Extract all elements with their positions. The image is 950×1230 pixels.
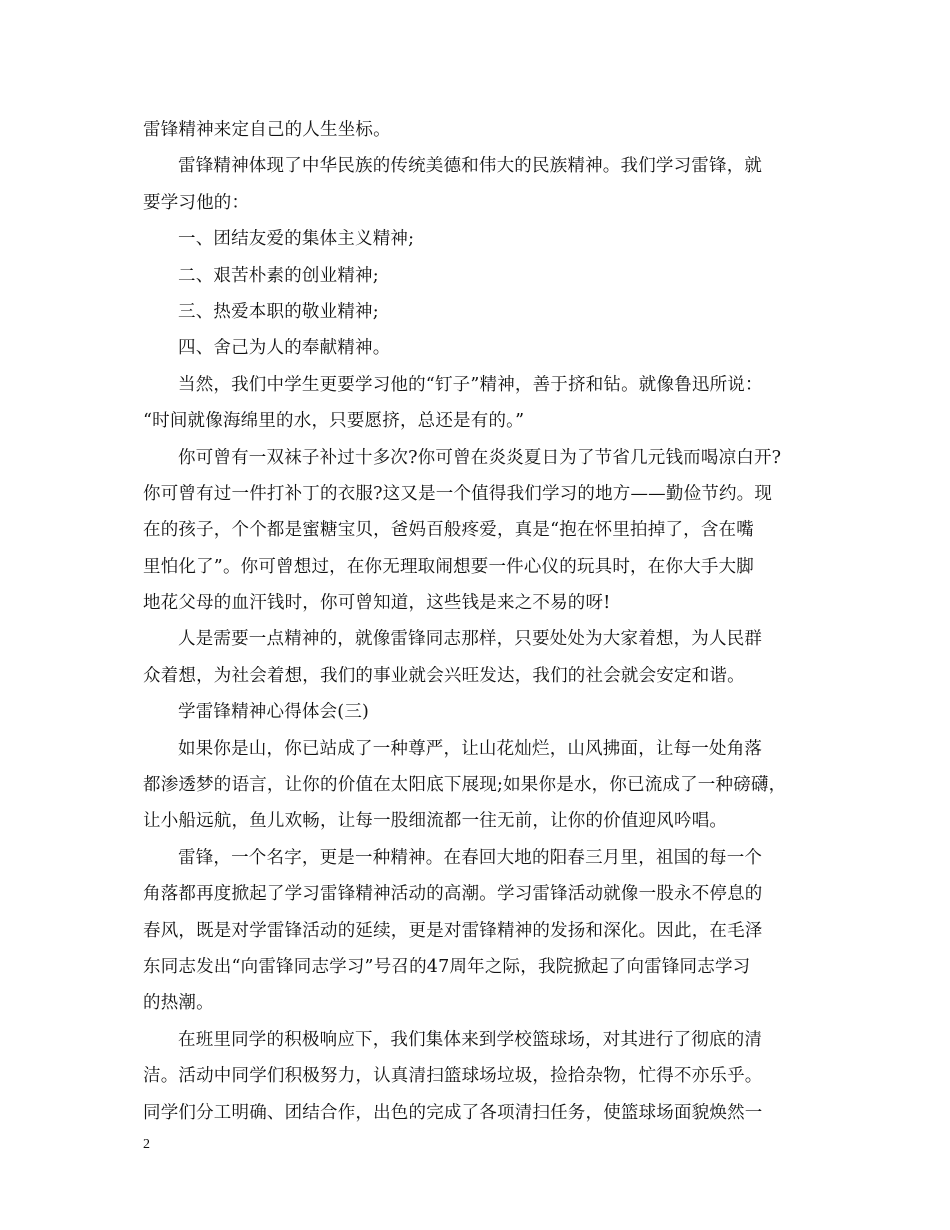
text-line: 让小船远航，鱼儿欢畅，让每一股细流都一往无前，让你的价值迎风吟唱。 [143, 811, 728, 832]
list-item: 二、艰苦朴素的创业精神; [178, 265, 379, 286]
text-line: 角落都再度掀起了学习雷锋精神活动的高潮。学习雷锋活动就像一股永不停息的 [143, 884, 763, 905]
list-item: 一、团结友爱的集体主义精神; [178, 229, 415, 250]
page-number: 2 [143, 1137, 150, 1152]
text-line: 里怕化了”。你可曾想过，在你无理取闹想要一件心仪的玩具时，在你大手大脚 [143, 556, 754, 577]
text-line: 要学习他的： [143, 192, 250, 213]
text-line: 雷锋精神来定自己的人生坐标。 [143, 120, 391, 140]
text-line: 春风，既是对学雷锋活动的延续，更是对雷锋精神的发扬和深化。因此，在毛泽 [143, 920, 763, 941]
text-line: 同学们分工明确、团结合作，出色的完成了各项清扫任务，使篮球场面貌焕然一 [143, 1102, 763, 1123]
text-line: 在的孩子，个个都是蜜糖宝贝，爸妈百般疼爱，真是“抱在怀里拍掉了，含在嘴 [143, 520, 754, 541]
text-line: 地花父母的血汗钱时，你可曾知道，这些钱是来之不易的呀! [143, 593, 611, 614]
text-line: 的热潮。 [143, 993, 214, 1014]
text-line: 东同志发出“向雷锋同志学习”号召的47周年之际，我院掀起了向雷锋同志学习 [143, 956, 751, 977]
quote-line: “时间就像海绵里的水，只要愿挤，总还是有的。” [143, 411, 525, 432]
section-heading: 学雷锋精神心得体会(三) [178, 702, 370, 723]
text-line: 你可曾有一双袜子补过十多次?你可曾在炎炎夏日为了节省几元钱而喝凉白开? [178, 447, 782, 468]
list-item: 三、热爱本职的敬业精神; [178, 301, 379, 322]
text-line: 雷锋精神体现了中华民族的传统美德和伟大的民族精神。我们学习雷锋，就 [178, 156, 763, 177]
text-line: 洁。活动中同学们积极努力，认真清扫篮球场垃圾，捡拾杂物，忙得不亦乐乎。 [143, 1066, 763, 1087]
text-line: 人是需要一点精神的，就像雷锋同志那样，只要处处为大家着想，为人民群 [178, 629, 763, 650]
text-line: 你可曾有过一件打补丁的衣服?这又是一个值得我们学习的地方——勤俭节约。现 [143, 483, 773, 504]
document-body [143, 112, 815, 1131]
list-item: 四、舍己为人的奉献精神。 [178, 338, 391, 359]
text-line: 雷锋，一个名字，更是一种精神。在春回大地的阳春三月里，祖国的每一个 [178, 847, 763, 868]
text-line: 当然，我们中学生更要学习他的“钉子”精神，善于挤和钻。就像鲁迅所说： [178, 374, 763, 395]
text-line: 众着想，为社会着想，我们的事业就会兴旺发达，我们的社会就会安定和谐。 [143, 665, 745, 686]
text-line: 都渗透梦的语言，让你的价值在太阳底下展现;如果你是水，你已流成了一种磅礴， [143, 775, 787, 796]
text-line: 在班里同学的积极响应下，我们集体来到学校篮球场，对其进行了彻底的清 [178, 1029, 763, 1050]
text-line: 如果你是山，你已站成了一种尊严，让山花灿烂，山风拂面，让每一处角落 [178, 738, 763, 759]
